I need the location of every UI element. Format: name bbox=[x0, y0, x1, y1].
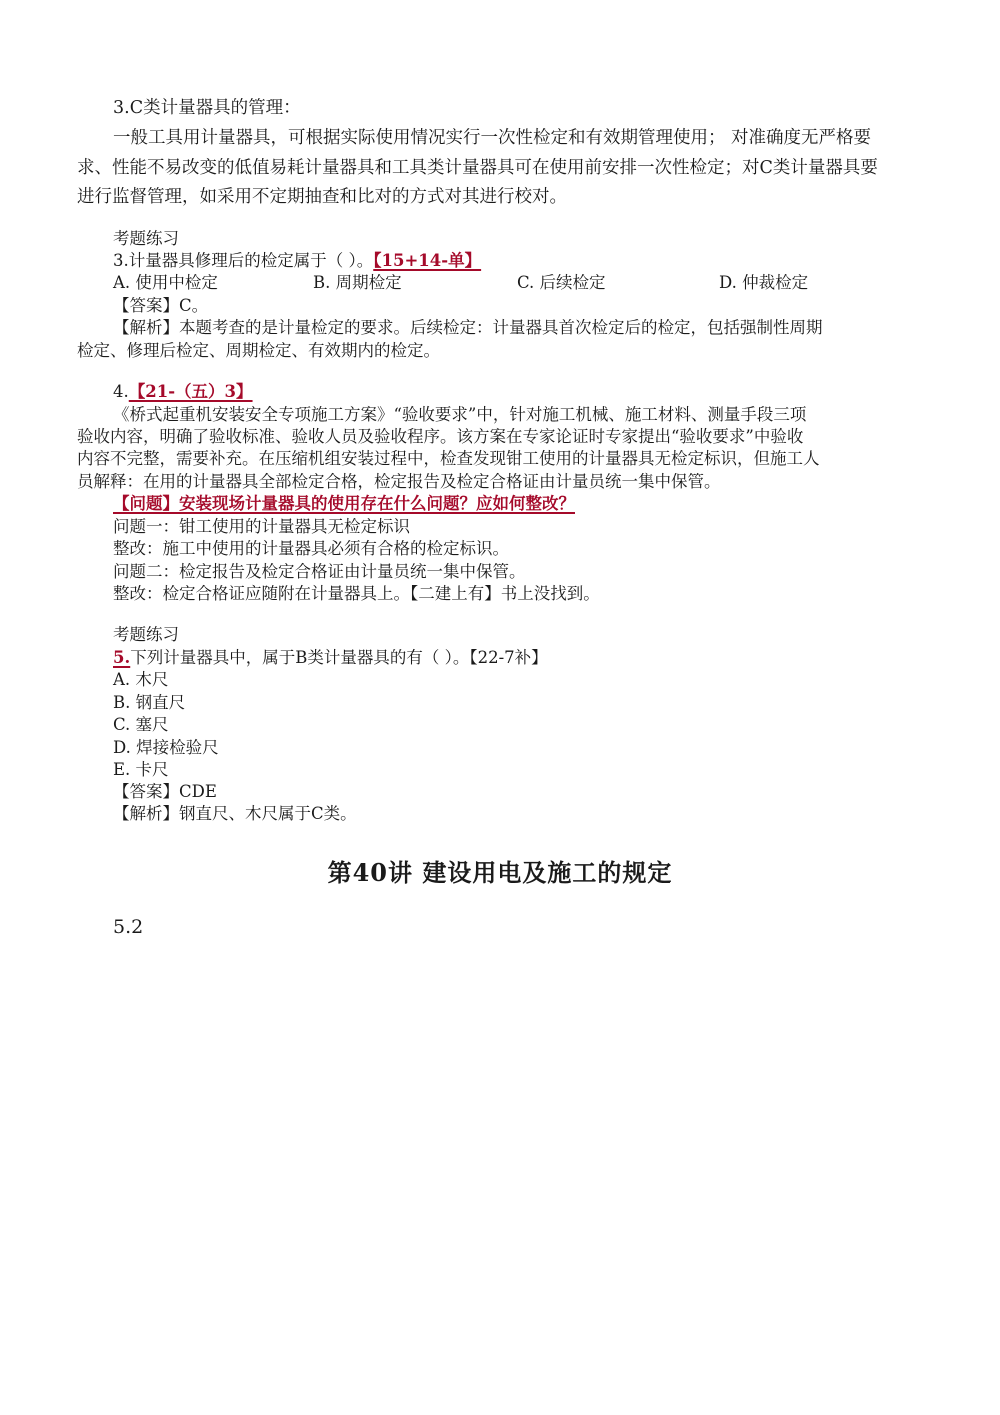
exam-tag: 【15+14-单】 bbox=[373, 251, 482, 270]
option-d: D. 仲裁检定 bbox=[719, 273, 809, 292]
answer-value: CDE bbox=[179, 782, 217, 801]
fix-1: 整改：施工中使用的计量器具必须有合格的检定标识。 bbox=[113, 539, 509, 558]
case-text: 《桥式起重机安装安全专项施工方案》“验收要求”中，针对施工机械、施工材料、测量手段三项 bbox=[113, 405, 807, 424]
analysis bbox=[113, 803, 357, 825]
paragraph-line: 一般工具用计量器具，可根据实际使用情况实行一次性检定和有效期管理使用； 对准确度无严格要 bbox=[113, 128, 872, 148]
practice-label: 考题练习 bbox=[113, 625, 179, 644]
case-question: 【问题】安装现场计量器具的使用存在什么问题？应如何整改？ bbox=[113, 494, 575, 513]
question-number: 4. bbox=[113, 382, 129, 401]
analysis-label: 【解析】 bbox=[113, 804, 179, 823]
option-a: A. 木尺 bbox=[113, 670, 169, 689]
section-title: 3.C类计量器具的管理： bbox=[113, 98, 301, 118]
answer bbox=[113, 295, 208, 317]
paragraph-line: 求、性能不易改变的低值易耗计量器具和工具类计量器具可在使用前安排一次性检定；对C类计量器具要 bbox=[77, 158, 878, 178]
question-4-header bbox=[113, 381, 253, 403]
problem-1: 问题一：钳工使用的计量器具无检定标识 bbox=[113, 517, 410, 536]
option-c: C. 后续检定 bbox=[517, 273, 606, 292]
question-text: 下列计量器具中，属于B类计量器具的有（ ）。【22-7补】 bbox=[130, 648, 548, 667]
question-number: 5. bbox=[113, 648, 131, 667]
analysis-label: 【解析】 bbox=[113, 318, 179, 337]
answer-value: C。 bbox=[179, 296, 209, 315]
option-b: B. 钢直尺 bbox=[113, 693, 186, 712]
option-e: E. 卡尺 bbox=[113, 760, 169, 779]
option-b: B. 周期检定 bbox=[313, 273, 402, 292]
problem-2: 问题二：检定报告及检定合格证由计量员统一集中保管。 bbox=[113, 562, 526, 581]
analysis-text: 钢直尺、木尺属于C类。 bbox=[179, 804, 357, 823]
practice-label: 考题练习 bbox=[113, 229, 179, 248]
subsection-number: 5.2 bbox=[113, 916, 144, 938]
analysis-text: 检定、修理后检定、周期检定、有效期内的检定。 bbox=[77, 341, 440, 360]
question-5 bbox=[113, 647, 548, 669]
analysis-text: 本题考查的是计量检定的要求。后续检定：计量器具首次检定后的检定，包括强制性周期 bbox=[179, 318, 823, 337]
exam-tag: 【21-（五）3】 bbox=[128, 382, 253, 401]
answer-label: 【答案】 bbox=[113, 296, 179, 315]
fix-2: 整改：检定合格证应随附在计量器具上。【二建上有】书上没找到。 bbox=[113, 584, 600, 603]
case-text: 验收内容，明确了验收标准、验收人员及验收程序。该方案在专家论证时专家提出“验收要求”中验收 bbox=[77, 427, 804, 446]
case-text: 员解释：在用的计量器具全部检定合格，检定报告及检定合格证由计量员统一集中保管。 bbox=[77, 472, 721, 491]
analysis bbox=[113, 317, 823, 339]
paragraph-line: 进行监督管理，如采用不定期抽查和比对的方式对其进行校对。 bbox=[77, 187, 567, 207]
question-text: 3.计量器具修理后的检定属于（ ）。 bbox=[113, 251, 374, 270]
case-text: 内容不完整，需要补充。在压缩机组安装过程中，检查发现钳工使用的计量器具无检定标识，但施工人 bbox=[77, 449, 820, 468]
option-c: C. 塞尺 bbox=[113, 715, 169, 734]
answer bbox=[113, 781, 217, 803]
option-a: A. 使用中检定 bbox=[113, 273, 218, 292]
answer-label: 【答案】 bbox=[113, 782, 179, 801]
lecture-heading: 第40讲 建设用电及施工的规定 bbox=[327, 858, 673, 887]
question-3 bbox=[113, 250, 481, 272]
option-d: D. 焊接检验尺 bbox=[113, 738, 219, 757]
